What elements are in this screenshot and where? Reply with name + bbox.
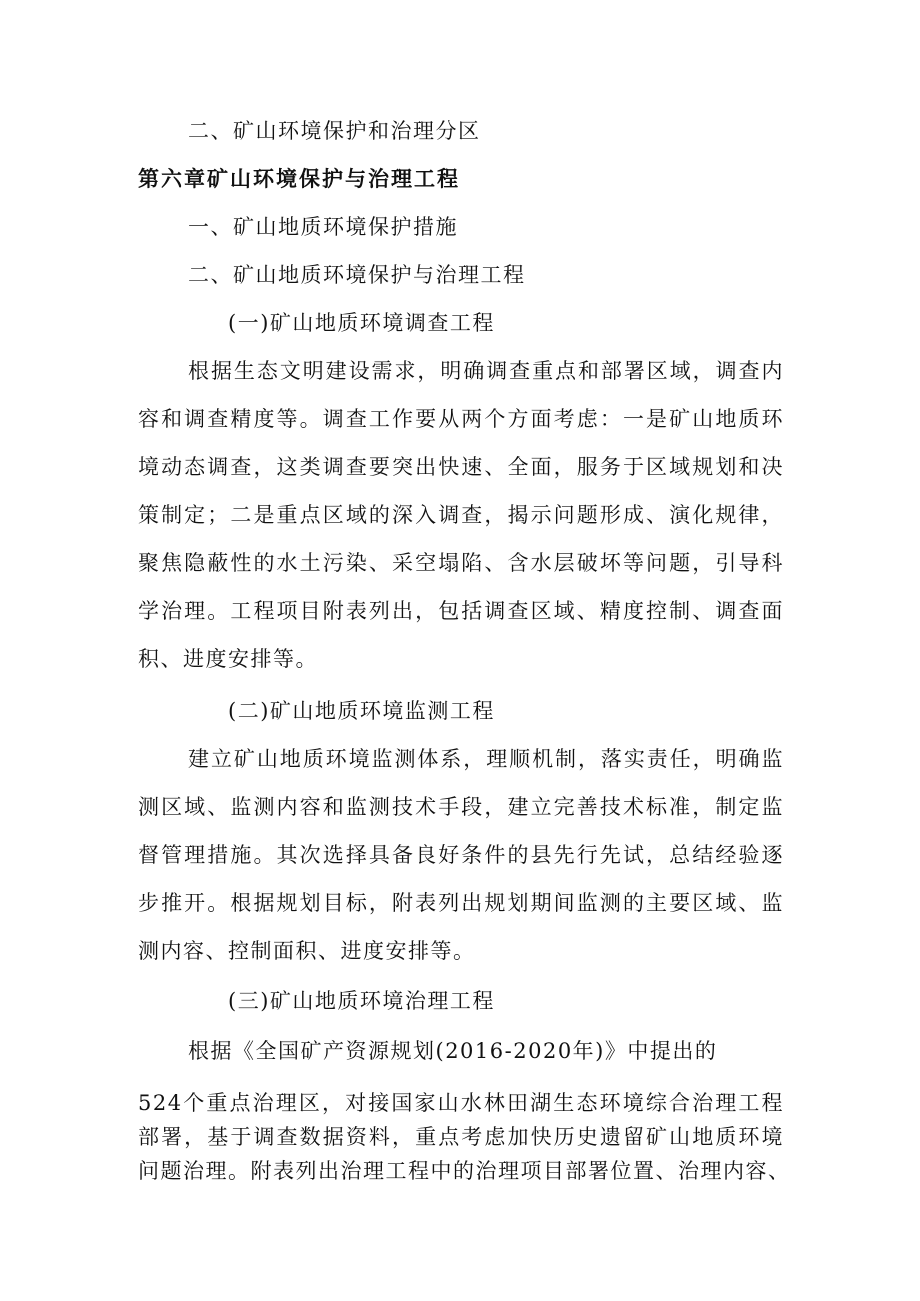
paragraph-line: 学治理。工程项目附表列出，包括调查区域、精度控制、调查面	[138, 599, 784, 623]
paragraph-line: 境动态调查，这类调查要突出快速、全面，服务于区域规划和决	[138, 455, 784, 479]
paragraph-line: 容和调查精度等。调查工作要从两个方面考虑：一是矿山地质环	[138, 407, 784, 431]
paragraph-line: 根据《全国矿产资源规划(2016-2020年)》中提出的	[188, 1039, 718, 1063]
paragraph-line: 聚焦隐蔽性的水土污染、采空塌陷、含水层破坏等问题，引导科	[138, 551, 784, 575]
paragraph-line: 步推开。根据规划目标，附表列出规划期间监测的主要区域、监	[138, 891, 784, 915]
paragraph-line: 测内容、控制面积、进度安排等。	[138, 939, 476, 963]
paragraph-line: 测区域、监测内容和监测技术手段，建立完善技术标准，制定监	[138, 795, 784, 819]
paragraph-line: 建立矿山地质环境监测体系，理顺机制，落实责任，明确监	[188, 747, 784, 771]
paragraph-line: 问题治理。附表列出治理工程中的治理项目部署位置、治理内容、	[138, 1159, 791, 1183]
section-heading: 二、矿山环境保护和治理分区	[188, 119, 481, 143]
chapter-title: 第六章矿山环境保护与治理工程	[138, 166, 460, 191]
subsection-heading: (二)矿山地质环境监测工程	[228, 699, 495, 723]
paragraph-line: 策制定；二是重点区域的深入调查，揭示问题形成、演化规律，	[138, 503, 784, 527]
paragraph-line: 524个重点治理区，对接国家山水林田湖生态环境综合治理工程	[138, 1091, 784, 1115]
section-heading: 一、矿山地质环境保护措施	[188, 215, 458, 239]
paragraph-line: 积、进度安排等。	[138, 647, 318, 671]
section-heading: 二、矿山地质环境保护与治理工程	[188, 263, 526, 287]
subsection-heading: (三)矿山地质环境治理工程	[228, 989, 495, 1013]
paragraph-line: 督管理措施。其次选择具备良好条件的县先行先试，总结经验逐	[138, 843, 784, 867]
paragraph-line: 部署，基于调查数据资料，重点考虑加快历史遗留矿山地质环境	[138, 1125, 784, 1149]
paragraph-line: 根据生态文明建设需求，明确调查重点和部署区域，调查内	[188, 359, 784, 383]
subsection-heading: (一)矿山地质环境调查工程	[228, 311, 495, 335]
